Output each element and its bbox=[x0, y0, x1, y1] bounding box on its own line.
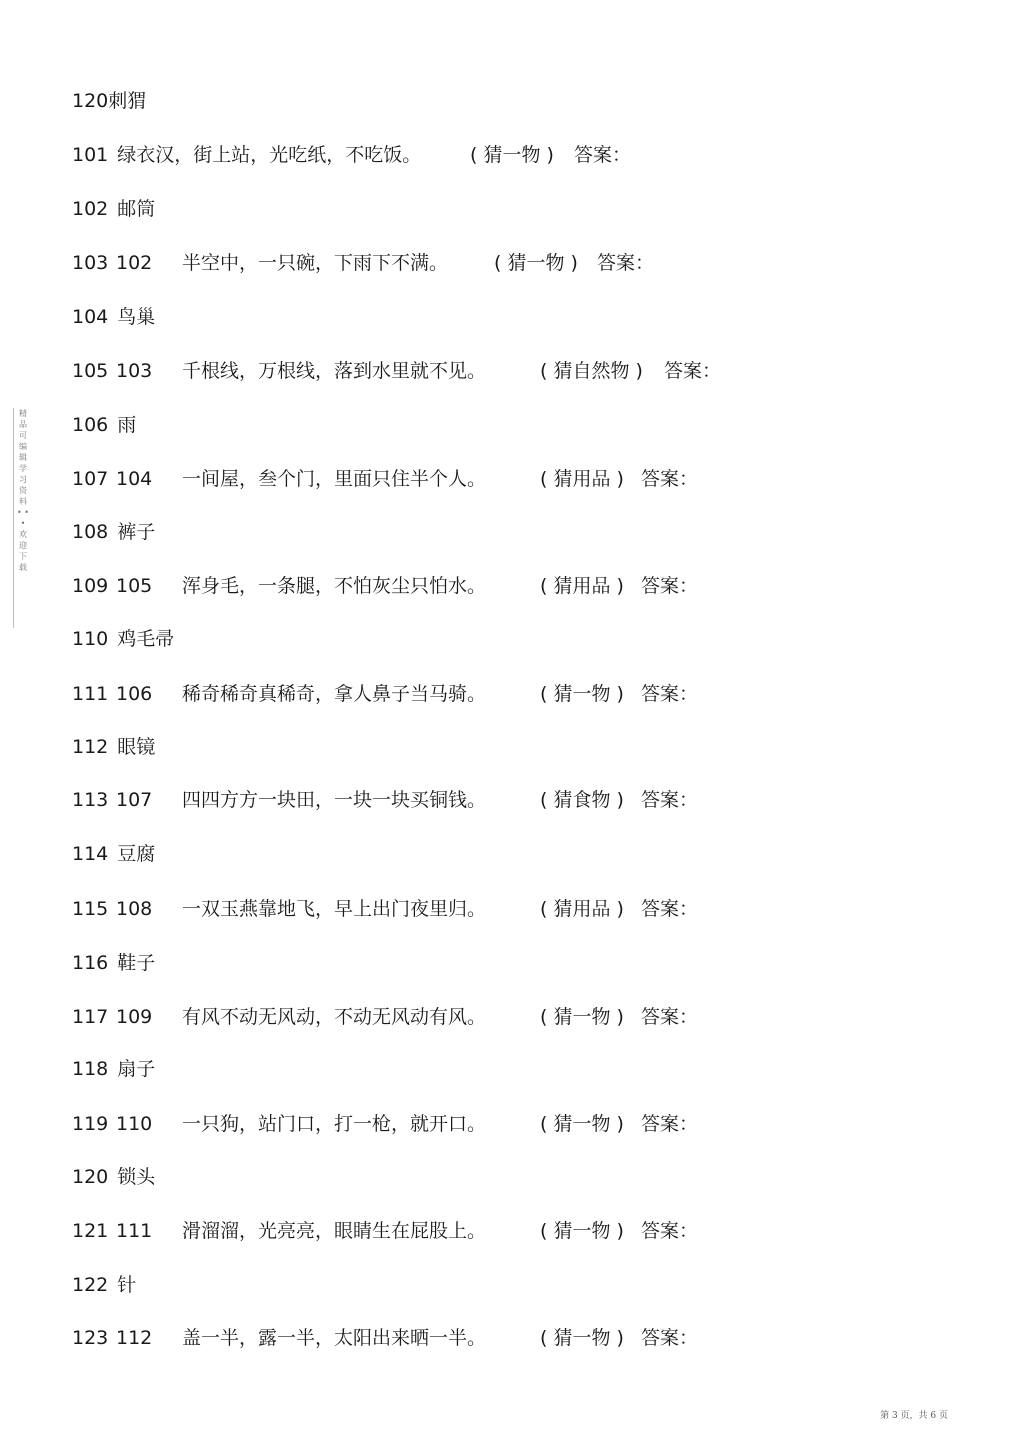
text-line bbox=[72, 1216, 699, 1246]
riddle-hint: ( 猜一物 ) bbox=[540, 1220, 624, 1242]
sidebar-rule bbox=[13, 408, 14, 628]
riddle-number: 102 bbox=[116, 252, 153, 274]
line-number: 104 bbox=[72, 306, 109, 328]
answer-label: 答案： bbox=[641, 683, 699, 705]
riddle-text: 滑溜溜，光亮亮，眼睛生在屁股上。 bbox=[182, 1220, 487, 1242]
riddle-hint: ( 猜用品 ) bbox=[540, 575, 624, 597]
riddle-text: 绿衣汉，街上站，光吃纸，不吃饭。 bbox=[117, 144, 422, 166]
text-line bbox=[72, 140, 632, 170]
line-number: 116 bbox=[72, 952, 109, 974]
line-number: 120 bbox=[72, 90, 109, 112]
riddle-text: 四四方方一块田，一块一块买铜钱。 bbox=[182, 789, 487, 811]
answer-text: 邮筒 bbox=[117, 198, 156, 220]
line-number: 122 bbox=[72, 1274, 109, 1296]
line-number: 113 bbox=[72, 789, 109, 811]
answer-text: 裤子 bbox=[117, 521, 156, 543]
riddle-text: 一间屋，叁个门，里面只住半个人。 bbox=[182, 468, 487, 490]
line-number: 112 bbox=[72, 736, 109, 758]
text-line bbox=[72, 1054, 155, 1084]
answer-text: 豆腐 bbox=[117, 843, 156, 865]
answer-text: 眼镜 bbox=[117, 736, 156, 758]
answer-text: 鸡毛帚 bbox=[117, 628, 175, 650]
answer-label: 答案： bbox=[664, 360, 722, 382]
riddle-number: 111 bbox=[116, 1220, 153, 1242]
text-line bbox=[72, 624, 174, 654]
line-number: 103 bbox=[72, 252, 109, 274]
line-number: 117 bbox=[72, 1006, 109, 1028]
riddle-number: 110 bbox=[116, 1113, 153, 1135]
riddle-number: 106 bbox=[116, 683, 153, 705]
riddle-text: 一只狗，站门口，打一枪，就开口。 bbox=[182, 1113, 487, 1135]
text-line bbox=[72, 194, 155, 224]
answer-label: 答案： bbox=[641, 789, 699, 811]
page-footer: 第 3 页，共 6 页 bbox=[880, 1411, 948, 1421]
line-number: 120 bbox=[72, 1166, 109, 1188]
line-number: 114 bbox=[72, 843, 109, 865]
sidebar-watermark: 精品可编辑学习资料 • • • 欢迎下载 bbox=[17, 409, 29, 572]
answer-text: 针 bbox=[117, 1274, 137, 1296]
riddle-hint: ( 猜用品 ) bbox=[540, 468, 624, 490]
line-number: 109 bbox=[72, 575, 109, 597]
answer-text: 刺猬 bbox=[108, 90, 147, 112]
text-line bbox=[72, 248, 655, 278]
line-number: 121 bbox=[72, 1220, 109, 1242]
text-line bbox=[72, 86, 146, 116]
text-line bbox=[72, 1323, 699, 1353]
answer-label: 答案： bbox=[641, 1113, 699, 1135]
riddle-text: 盖一半，露一半，太阳出来晒一半。 bbox=[182, 1327, 487, 1349]
text-line bbox=[72, 517, 155, 547]
text-line bbox=[72, 356, 722, 386]
answer-text: 锁头 bbox=[117, 1166, 156, 1188]
riddle-hint: ( 猜一物 ) bbox=[540, 1327, 624, 1349]
line-number: 101 bbox=[72, 144, 109, 166]
answer-label: 答案： bbox=[641, 898, 699, 920]
answer-text: 鸟巢 bbox=[117, 306, 156, 328]
riddle-number: 103 bbox=[116, 360, 153, 382]
answer-label: 答案： bbox=[641, 575, 699, 597]
riddle-number: 108 bbox=[116, 898, 153, 920]
text-line bbox=[72, 464, 699, 494]
riddle-hint: ( 猜一物 ) bbox=[540, 683, 624, 705]
answer-label: 答案： bbox=[641, 1327, 699, 1349]
riddle-text: 有风不动无风动，不动无风动有风。 bbox=[182, 1006, 487, 1028]
riddle-number: 104 bbox=[116, 468, 153, 490]
answer-label: 答案： bbox=[641, 468, 699, 490]
text-line bbox=[72, 1270, 136, 1300]
text-line bbox=[72, 785, 699, 815]
text-line bbox=[72, 302, 155, 332]
text-line bbox=[72, 732, 155, 762]
riddle-hint: ( 猜一物 ) bbox=[540, 1113, 624, 1135]
line-number: 119 bbox=[72, 1113, 109, 1135]
answer-label: 答案： bbox=[574, 144, 632, 166]
text-line bbox=[72, 571, 699, 601]
answer-text: 雨 bbox=[117, 414, 137, 436]
line-number: 107 bbox=[72, 468, 109, 490]
line-number: 108 bbox=[72, 521, 109, 543]
riddle-hint: ( 猜食物 ) bbox=[540, 789, 624, 811]
text-line bbox=[72, 839, 155, 869]
riddle-hint: ( 猜用品 ) bbox=[540, 898, 624, 920]
riddle-hint: ( 猜一物 ) bbox=[540, 1006, 624, 1028]
line-number: 115 bbox=[72, 898, 109, 920]
riddle-hint: ( 猜一物 ) bbox=[470, 144, 554, 166]
text-line bbox=[72, 679, 699, 709]
riddle-number: 112 bbox=[116, 1327, 153, 1349]
riddle-hint: ( 猜一物 ) bbox=[494, 252, 578, 274]
answer-label: 答案： bbox=[597, 252, 655, 274]
answer-label: 答案： bbox=[641, 1220, 699, 1242]
line-number: 106 bbox=[72, 414, 109, 436]
text-line bbox=[72, 1002, 699, 1032]
text-line bbox=[72, 410, 136, 440]
line-number: 110 bbox=[72, 628, 109, 650]
line-number: 102 bbox=[72, 198, 109, 220]
text-line bbox=[72, 1162, 155, 1192]
answer-label: 答案： bbox=[641, 1006, 699, 1028]
riddle-text: 千根线，万根线，落到水里就不见。 bbox=[182, 360, 487, 382]
text-line bbox=[72, 894, 699, 924]
riddle-number: 109 bbox=[116, 1006, 153, 1028]
riddle-hint: ( 猜自然物 ) bbox=[540, 360, 643, 382]
riddle-text: 一双玉燕靠地飞，早上出门夜里归。 bbox=[182, 898, 487, 920]
line-number: 118 bbox=[72, 1058, 109, 1080]
riddle-number: 105 bbox=[116, 575, 153, 597]
riddle-text: 稀奇稀奇真稀奇，拿人鼻子当马骑。 bbox=[182, 683, 487, 705]
line-number: 105 bbox=[72, 360, 109, 382]
line-number: 123 bbox=[72, 1327, 109, 1349]
riddle-number: 107 bbox=[116, 789, 153, 811]
text-line bbox=[72, 948, 155, 978]
answer-text: 鞋子 bbox=[117, 952, 156, 974]
text-line bbox=[72, 1109, 699, 1139]
line-number: 111 bbox=[72, 683, 109, 705]
riddle-text: 半空中，一只碗，下雨下不满。 bbox=[182, 252, 449, 274]
answer-text: 扇子 bbox=[117, 1058, 156, 1080]
riddle-text: 浑身毛，一条腿，不怕灰尘只怕水。 bbox=[182, 575, 487, 597]
